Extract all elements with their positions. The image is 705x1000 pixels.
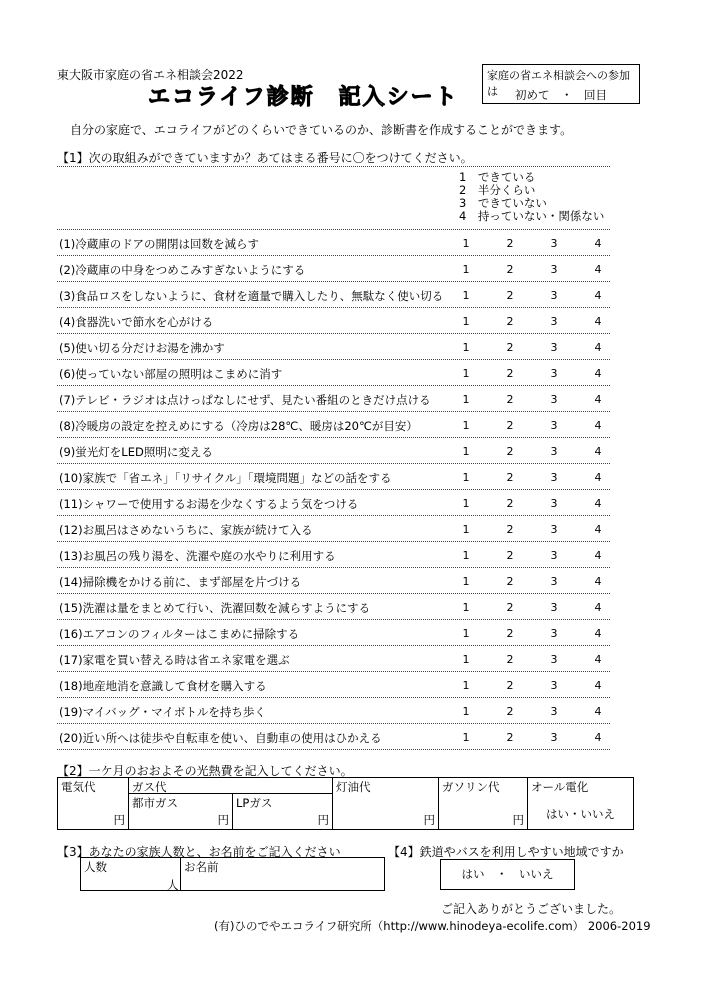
- answer-option-4[interactable]: 4: [594, 601, 602, 614]
- people-unit: 人: [167, 878, 179, 892]
- credit-text: (有)ひのでやエコライフ研究所（http://www.hinodeya-ecolife.com） 2006-2019: [214, 919, 651, 933]
- answer-option-3[interactable]: 3: [550, 237, 558, 250]
- question-label: (17)家電を買い替える時は省エネ家電を選ぶ: [59, 653, 290, 667]
- question-row: [57, 360, 610, 386]
- all-electric-cell[interactable]: [528, 778, 634, 830]
- legend-item: 3 できていない: [459, 196, 547, 210]
- answer-option-3[interactable]: 3: [550, 393, 558, 406]
- question-label: (15)洗濯は量をまとめて行い、洗濯回数を減らすようにする: [59, 601, 371, 615]
- all-electric-label: オール電化: [531, 780, 589, 794]
- question-row: [57, 490, 610, 516]
- answer-option-3[interactable]: 3: [550, 341, 558, 354]
- answer-option-1[interactable]: 1: [462, 471, 470, 484]
- city-gas-cell[interactable]: [129, 793, 233, 829]
- question-row: [57, 594, 610, 620]
- answer-option-2[interactable]: 2: [506, 601, 514, 614]
- family-box-divider: [180, 858, 181, 890]
- answer-option-2[interactable]: 2: [506, 705, 514, 718]
- question-row: [57, 724, 610, 750]
- kerosene-cell[interactable]: [333, 778, 439, 830]
- answer-option-4[interactable]: 4: [594, 393, 602, 406]
- answer-option-2[interactable]: 2: [506, 341, 514, 354]
- thanks-text: ご記入ありがとうございました。: [441, 902, 622, 916]
- answer-option-1[interactable]: 1: [462, 393, 470, 406]
- answer-option-2[interactable]: 2: [506, 289, 514, 302]
- gas-cell: [129, 778, 333, 830]
- answer-option-4[interactable]: 4: [594, 419, 602, 432]
- answer-option-1[interactable]: 1: [462, 731, 470, 744]
- answer-option-2[interactable]: 2: [506, 263, 514, 276]
- question-label: (19)マイバッグ・マイボトルを持ち歩く: [59, 705, 266, 719]
- answer-option-1[interactable]: 1: [462, 315, 470, 328]
- question-label: (12)お風呂はさめないうちに、家族が続けて入る: [59, 523, 313, 537]
- answer-option-4[interactable]: 4: [594, 497, 602, 510]
- yen-unit: 円: [113, 813, 125, 827]
- gasoline-cell[interactable]: [439, 778, 528, 830]
- question-label: (6)使っていない部屋の照明はこまめに消す: [59, 367, 283, 381]
- question-label: (18)地産地消を意識して食材を購入する: [59, 679, 267, 693]
- question-row: [57, 230, 610, 256]
- answer-option-2[interactable]: 2: [506, 497, 514, 510]
- city-gas-label: 都市ガス: [132, 796, 178, 810]
- answer-legend: [459, 171, 604, 223]
- answer-option-1[interactable]: 1: [462, 445, 470, 458]
- section2-heading: 【2】一ケ月のおおよその光熱費を記入してください。: [57, 764, 353, 778]
- answer-option-3[interactable]: 3: [550, 705, 558, 718]
- question-label: (2)冷蔵庫の中身をつめこみすぎないようにする: [59, 263, 306, 277]
- yen-unit: 円: [423, 813, 435, 827]
- yen-unit: 円: [512, 813, 524, 827]
- question-label: (4)食器洗いで節水を心がける: [59, 315, 214, 329]
- answer-option-1[interactable]: 1: [462, 601, 470, 614]
- lp-gas-cell[interactable]: [233, 793, 332, 829]
- answer-option-4[interactable]: 4: [594, 705, 602, 718]
- question-label: (14)掃除機をかける前に、まず部屋を片づける: [59, 575, 302, 589]
- gas-label: ガス代: [132, 780, 167, 794]
- answer-option-3[interactable]: 3: [550, 679, 558, 692]
- answer-option-2[interactable]: 2: [506, 445, 514, 458]
- question-row: [57, 386, 610, 412]
- participation-box[interactable]: [482, 64, 640, 104]
- answer-option-4[interactable]: 4: [594, 237, 602, 250]
- answer-option-3[interactable]: 3: [550, 315, 558, 328]
- legend-item: 1 できている: [459, 170, 536, 184]
- question-label: (9)蛍光灯をLED照明に変える: [59, 445, 213, 459]
- question-row: [57, 646, 610, 672]
- answer-option-1[interactable]: 1: [462, 419, 470, 432]
- question-row: [57, 542, 610, 568]
- answer-option-2[interactable]: 2: [506, 523, 514, 536]
- answer-option-2[interactable]: 2: [506, 679, 514, 692]
- answer-option-4[interactable]: 4: [594, 523, 602, 536]
- section4-heading: 【4】鉄道やバスを利用しやすい地域ですか: [388, 845, 624, 859]
- answer-option-4[interactable]: 4: [594, 471, 602, 484]
- answer-option-4[interactable]: 4: [594, 653, 602, 666]
- answer-option-3[interactable]: 3: [550, 549, 558, 562]
- answer-option-1[interactable]: 1: [462, 497, 470, 510]
- kerosene-label: 灯油代: [336, 780, 371, 794]
- question-row: [57, 672, 610, 698]
- question-label: (11)シャワーで使用するお湯を少なくするよう気をつける: [59, 497, 359, 511]
- answer-option-2[interactable]: 2: [506, 653, 514, 666]
- question-label: (5)使い切る分だけお湯を沸かす: [59, 341, 225, 355]
- answer-option-1[interactable]: 1: [462, 237, 470, 250]
- answer-option-2[interactable]: 2: [506, 549, 514, 562]
- question-label: (8)冷暖房の設定を控えめにする（冷房は28℃、暖房は20℃が目安）: [59, 419, 418, 433]
- answer-option-2[interactable]: 2: [506, 731, 514, 744]
- answer-option-3[interactable]: 3: [550, 523, 558, 536]
- row-separator: [57, 749, 610, 750]
- answer-option-1[interactable]: 1: [462, 653, 470, 666]
- answer-option-2[interactable]: 2: [506, 575, 514, 588]
- answer-option-1[interactable]: 1: [462, 575, 470, 588]
- answer-option-3[interactable]: 3: [550, 601, 558, 614]
- question-label: (10)家族で「省エネ」「リサイクル」「環境問題」などの話をする: [59, 471, 392, 485]
- page-title: エコライフ診断 記入シート: [148, 84, 459, 110]
- question-label: (20)近い所へは徒歩や自転車を使い、自動車の使用はひかえる: [59, 731, 382, 745]
- answer-option-2[interactable]: 2: [506, 367, 514, 380]
- answer-option-2[interactable]: 2: [506, 393, 514, 406]
- answer-option-3[interactable]: 3: [550, 263, 558, 276]
- family-info-box: [80, 857, 385, 891]
- answer-option-1[interactable]: 1: [462, 289, 470, 302]
- section1-heading: 【1】次の取組みができていますか？あてはまる番号に〇をつけてください。: [57, 151, 473, 165]
- answer-option-1[interactable]: 1: [462, 705, 470, 718]
- transit-answer-box[interactable]: はい ・ いいえ: [440, 859, 575, 890]
- question-row: [57, 438, 610, 464]
- answer-option-4[interactable]: 4: [594, 367, 602, 380]
- question-label: (16)エアコンのフィルターはこまめに掃除する: [59, 627, 300, 641]
- question-row: [57, 282, 610, 308]
- name-label: お名前: [184, 860, 219, 874]
- question-label: (1)冷蔵庫のドアの開閉は回数を減らす: [59, 237, 259, 251]
- answer-option-2[interactable]: 2: [506, 471, 514, 484]
- people-count-label: 人数: [84, 860, 107, 874]
- answer-option-3[interactable]: 3: [550, 731, 558, 744]
- answer-option-3[interactable]: 3: [550, 419, 558, 432]
- all-electric-yes-no: はい・いいえ: [546, 807, 615, 821]
- answer-option-1[interactable]: 1: [462, 263, 470, 276]
- question-row: [57, 516, 610, 542]
- answer-option-2[interactable]: 2: [506, 627, 514, 640]
- answer-option-3[interactable]: 3: [550, 575, 558, 588]
- utility-cost-table: [57, 777, 634, 830]
- question-row: [57, 464, 610, 490]
- participation-answer: 初めて ・ 回目: [515, 88, 607, 102]
- legend-item: 4 持っていない・関係ない: [459, 209, 605, 223]
- answer-option-4[interactable]: 4: [594, 289, 602, 302]
- question-label: (3)食品ロスをしないように、食材を適量で購入したり、無駄なく使い切る: [59, 289, 444, 303]
- gasoline-label: ガソリン代: [442, 780, 500, 794]
- question-row: [57, 568, 610, 594]
- answer-option-3[interactable]: 3: [550, 445, 558, 458]
- answer-option-1[interactable]: 1: [462, 549, 470, 562]
- answer-option-4[interactable]: 4: [594, 549, 602, 562]
- section1-top-rule: [57, 166, 610, 167]
- yen-unit: 円: [217, 813, 229, 827]
- question-row: [57, 256, 610, 282]
- answer-option-1[interactable]: 1: [462, 627, 470, 640]
- question-row: [57, 308, 610, 334]
- answer-option-2[interactable]: 2: [506, 419, 514, 432]
- question-row: [57, 620, 610, 646]
- question-label: (13)お風呂の残り湯を、洗濯や庭の水やりに利用する: [59, 549, 336, 563]
- question-row: [57, 698, 610, 724]
- answer-option-4[interactable]: 4: [594, 731, 602, 744]
- question-row: [57, 412, 610, 438]
- question-label: (7)テレビ・ラジオは点けっぱなしにせず、見たい番組のときだけ点ける: [59, 393, 431, 407]
- answer-option-4[interactable]: 4: [594, 315, 602, 328]
- electricity-cell[interactable]: [58, 778, 129, 830]
- answer-option-3[interactable]: 3: [550, 497, 558, 510]
- answer-option-3[interactable]: 3: [550, 289, 558, 302]
- answer-option-3[interactable]: 3: [550, 367, 558, 380]
- answer-option-4[interactable]: 4: [594, 263, 602, 276]
- answer-option-4[interactable]: 4: [594, 575, 602, 588]
- answer-option-2[interactable]: 2: [506, 315, 514, 328]
- answer-option-2[interactable]: 2: [506, 237, 514, 250]
- section3-heading: 【3】あなたの家族人数と、お名前をご記入ください: [57, 845, 341, 859]
- electricity-label: 電気代: [61, 780, 96, 794]
- answer-option-4[interactable]: 4: [594, 445, 602, 458]
- organizer-label: 東大阪市家庭の省エネ相談会2022: [57, 68, 244, 82]
- participation-question: 家庭の省エネ相談会への参加は: [487, 69, 630, 98]
- answer-option-3[interactable]: 3: [550, 471, 558, 484]
- lp-gas-label: LPガス: [236, 796, 273, 810]
- answer-option-1[interactable]: 1: [462, 523, 470, 536]
- answer-option-3[interactable]: 3: [550, 653, 558, 666]
- intro-text: 自分の家庭で、エコライフがどのくらいできているのか、診断書を作成することができます。: [70, 123, 573, 137]
- yen-unit: 円: [317, 813, 329, 827]
- answer-option-1[interactable]: 1: [462, 679, 470, 692]
- legend-item: 2 半分くらい: [459, 183, 536, 197]
- answer-option-3[interactable]: 3: [550, 627, 558, 640]
- question-row: [57, 334, 610, 360]
- answer-option-1[interactable]: 1: [462, 341, 470, 354]
- answer-option-4[interactable]: 4: [594, 679, 602, 692]
- answer-option-4[interactable]: 4: [594, 627, 602, 640]
- answer-option-1[interactable]: 1: [462, 367, 470, 380]
- answer-option-4[interactable]: 4: [594, 341, 602, 354]
